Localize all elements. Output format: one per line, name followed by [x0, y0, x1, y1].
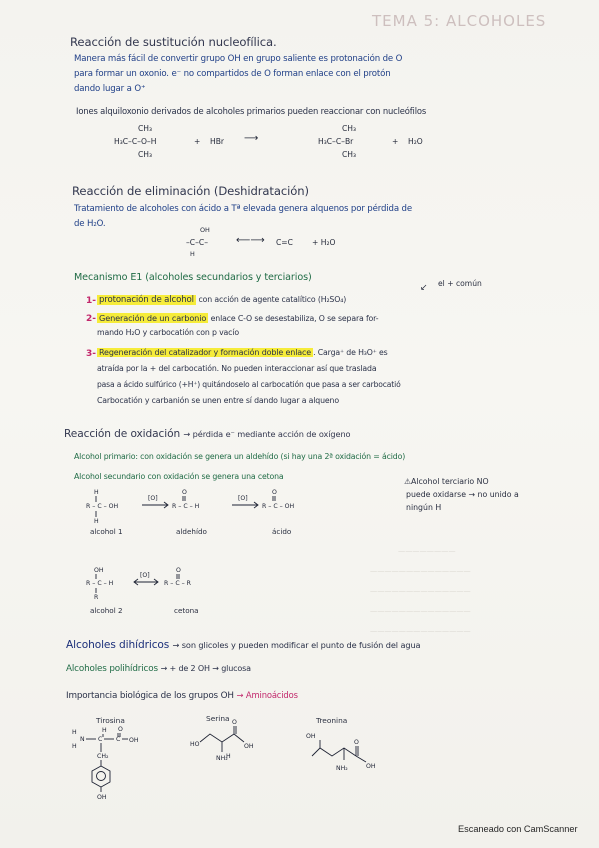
svg-text:H: H	[226, 753, 231, 760]
svg-text:OH: OH	[306, 733, 316, 740]
rxn1-right: H₃C–C–Br	[318, 137, 354, 146]
sust-line-1: Manera más fácil de convertir grupo OH en grupo saliente es protonación de O	[74, 54, 403, 64]
svg-text:OH: OH	[366, 763, 376, 770]
svg-text:C: C	[98, 736, 103, 743]
plus-2: +	[392, 137, 399, 146]
ghost-heading: ————————	[398, 546, 456, 555]
warning-line-1: ⚠Alcohol terciario NO	[404, 477, 489, 486]
svg-text:O: O	[272, 489, 277, 496]
svg-text:H: H	[72, 729, 77, 736]
svg-text:R – C – R: R – C – R	[164, 580, 191, 587]
step-3: Regeneración del catalizador y formación doble enlace . Carga⁺ de H₃O⁺ es	[99, 348, 388, 357]
svg-text:NH₂: NH₂	[216, 755, 228, 762]
label-treonina: Treonina	[316, 716, 348, 725]
camscanner-watermark: Escaneado con CamScanner	[458, 824, 578, 834]
elim-h: H	[190, 250, 195, 258]
ox-line-2: Alcohol secundario con oxidación se genera una cetona	[74, 472, 284, 481]
svg-text:OH: OH	[129, 737, 139, 744]
heading-oxidacion: Reacción de oxidación → pérdida e⁻ mediante acción de oxígeno	[64, 428, 351, 440]
svg-text:O: O	[232, 719, 237, 726]
ghost-line-a: ——————————————	[370, 566, 471, 575]
heading-e1: Mecanismo E1 (alcoholes secundarios y terciarios)	[74, 272, 312, 283]
ghost-line-c: ——————————————	[370, 606, 471, 615]
treonina-structure	[306, 726, 396, 776]
svg-text:O: O	[182, 489, 187, 496]
importancia-line: Importancia biológica de los grupos OH → Aminoácidos	[66, 690, 298, 701]
svg-text:HO: HO	[190, 741, 200, 748]
svg-text:OH: OH	[244, 743, 254, 750]
h2o: H₂O	[408, 137, 423, 146]
warning-line-3: ningún H	[406, 503, 442, 512]
sust-line-4: Iones alquiloxonio derivados de alcoholes primarios pueden reaccionar con nucleófilos	[76, 106, 427, 116]
svg-text:R: R	[94, 594, 99, 601]
svg-text:R – C – OH: R – C – OH	[262, 503, 295, 510]
oxidation-scheme-secondary	[86, 568, 246, 608]
svg-text:OH: OH	[97, 794, 107, 801]
label-tirosina: Tirosina	[96, 716, 125, 725]
svg-text:N: N	[80, 736, 85, 743]
svg-text:NH₂: NH₂	[336, 765, 348, 772]
step-3-line-3: pasa a ácido sulfúrico (+H⁺) quitándoselo al carbocatión que pasa a ser carbocatió	[97, 380, 401, 389]
heading-eliminacion: Reacción de eliminación (Deshidratación)	[72, 184, 309, 198]
svg-text:[O]: [O]	[148, 495, 158, 502]
serina-structure	[190, 719, 280, 774]
elim-oh: OH	[200, 226, 210, 234]
svg-text:H: H	[94, 518, 99, 525]
label-alcohol-1: alcohol 1	[90, 527, 123, 536]
svg-text:R – C – OH: R – C – OH	[86, 503, 119, 510]
step-2-cont: mando H₂O y carbocatión con p vacío	[97, 328, 239, 337]
elim-line-1: Tratamiento de alcoholes con ácido a Tª elevada genera alquenos por pérdida de	[74, 204, 412, 214]
label-cetona: cetona	[174, 606, 199, 615]
sust-line-3: dando lugar a O⁺	[74, 84, 146, 94]
ghost-title: TEMA 5: ALCOHOLES	[372, 12, 547, 30]
ch3-bottom-right: CH₃	[342, 150, 357, 159]
oxidation-scheme-primary	[86, 488, 336, 536]
elim-line-2: de H₂O.	[74, 219, 106, 229]
svg-text:H: H	[72, 743, 77, 750]
ch3-top-left: CH₃	[138, 124, 153, 133]
note-mas-comun: el + común	[438, 279, 482, 288]
svg-text:O: O	[354, 739, 359, 746]
ch3-bottom-left: CH₃	[138, 150, 153, 159]
warning-line-2: puede oxidarse → no unido a	[406, 490, 519, 499]
step-3-highlight: Regeneración del catalizador y formación doble enlace	[99, 348, 312, 357]
svg-text:O: O	[176, 567, 181, 574]
ghost-line-b: ——————————————	[370, 586, 471, 595]
label-serina: Serina	[206, 714, 230, 723]
elim-arrow: ⟵⟶	[236, 235, 265, 246]
svg-text:R – C – H: R – C – H	[86, 580, 114, 587]
step-3-line-4: Carbocatión y carbanión se unen entre sí dando lugar a alqueno	[97, 396, 339, 405]
step-3-line-2: atraída por la + del carbocatión. No pueden interaccionar así que traslada	[97, 364, 377, 373]
step-1-highlight: protonación de alcohol	[99, 295, 194, 305]
dihidricos-line: Alcoholes dihídricos → son glicoles y pueden modificar el punto de fusión del agua	[66, 639, 421, 651]
ch3-top-right: CH₃	[342, 124, 357, 133]
label-aldehido: aldehído	[176, 527, 207, 536]
elim-plus: + H₂O	[312, 238, 336, 247]
svg-text:O: O	[118, 726, 123, 733]
svg-text:H: H	[102, 727, 107, 734]
step-1-number: 1-	[86, 296, 96, 306]
step-3-number: 3-	[86, 349, 96, 359]
elim-left: –C–C–	[186, 238, 208, 247]
note-arrow: ↙	[420, 283, 428, 293]
step-2-highlight: Generación de un carbonio	[99, 313, 207, 323]
svg-text:H: H	[94, 489, 99, 496]
svg-text:R – C – H: R – C – H	[172, 503, 200, 510]
hbr: HBr	[210, 137, 225, 146]
svg-text:OH: OH	[94, 567, 104, 574]
elim-right: C=C	[276, 238, 293, 247]
svg-text:[O]: [O]	[140, 572, 150, 579]
label-acido: ácido	[272, 527, 292, 536]
ghost-line-d: ——————————————	[370, 626, 471, 635]
arrow-1: ⟶	[244, 133, 259, 144]
rxn1-left: H₃C–C–O–H	[114, 137, 157, 146]
label-alcohol-2: alcohol 2	[90, 606, 123, 615]
step-2-number: 2-	[86, 314, 96, 324]
sust-line-2: para formar un oxonio. e⁻ no compartidos de O forman enlace con el protón	[74, 69, 391, 79]
step-1: protonación de alcohol con acción de agente catalítico (H₂SO₄)	[99, 295, 347, 305]
svg-text:[O]: [O]	[238, 495, 248, 502]
step-2: Generación de un carbonio enlace C-O se desestabiliza, O se separa for-	[99, 313, 379, 323]
ox-line-1: Alcohol primario: con oxidación se genera un aldehído (si hay una 2ª oxidación = ácido)	[74, 452, 406, 461]
tirosina-structure	[72, 726, 162, 806]
svg-text:CH₂: CH₂	[97, 753, 109, 760]
svg-text:C: C	[116, 736, 121, 743]
heading-sustitucion: Reacción de sustitución nucleofílica.	[70, 35, 277, 49]
plus-1: +	[194, 137, 201, 146]
polihidricos-line: Alcoholes polihídricos → + de 2 OH → glucosa	[66, 664, 251, 674]
